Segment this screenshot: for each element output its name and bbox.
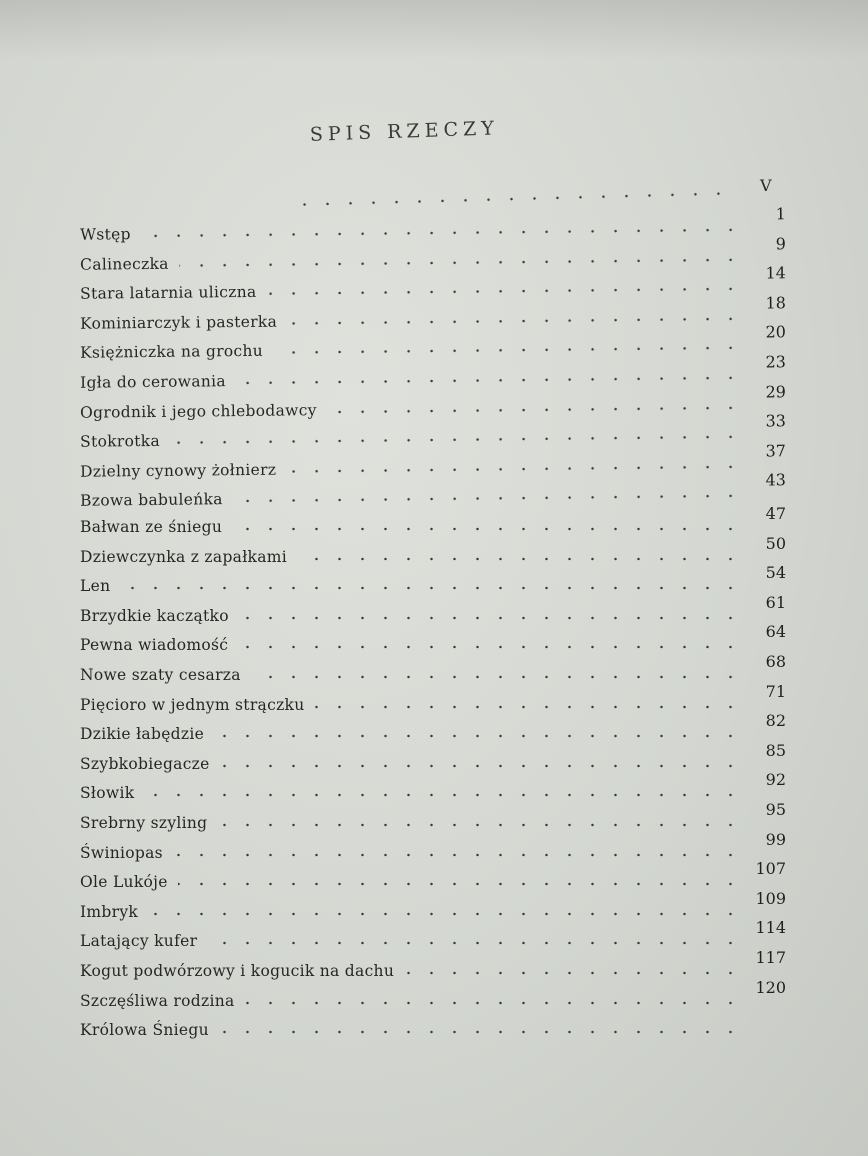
toc-row — [0, 977, 868, 1010]
toc-page-number: 1 — [775, 204, 787, 224]
toc-entry-title: Dzielny cynowy żołnierz — [80, 460, 277, 481]
toc-page-number: 50 — [765, 533, 786, 553]
toc-row — [0, 681, 868, 714]
toc-row — [0, 948, 868, 980]
toc-page-number: 23 — [765, 352, 787, 372]
toc-entry-title: Pewna wiadomość — [80, 636, 229, 655]
toc-dot-leader — [217, 822, 742, 828]
toc-entry-title: Igła do cerowania — [80, 372, 227, 392]
toc-entry-title: Stokrotka — [80, 432, 161, 451]
toc-entry-title: Nowe szaty cesarza — [80, 666, 241, 684]
toc-entry-title: Bałwan ze śniegu — [80, 518, 223, 536]
toc-row — [0, 592, 868, 625]
toc-dot-leader — [207, 940, 742, 946]
toc-dot-leader — [148, 911, 742, 917]
toc-entry-title: Wstęp — [80, 225, 131, 244]
toc-page-number: 20 — [765, 322, 787, 342]
toc-dot-leader — [220, 763, 742, 769]
toc-entry-title: Brzydkie kaczątko — [80, 606, 229, 625]
toc-dot-leader — [214, 733, 742, 739]
toc-row — [0, 918, 868, 951]
toc-dot-leader — [173, 852, 742, 858]
toc-entry-title: Świniopas — [80, 843, 163, 862]
toc-entry-title: Księżniczka na grochu — [80, 342, 264, 363]
toc-entry-title: Stara latarnia uliczna — [80, 283, 257, 303]
toc-entry-title: Srebrny szyling — [80, 814, 208, 832]
toc-row — [0, 829, 868, 862]
toc-dot-leader — [239, 615, 742, 621]
toc-row — [0, 859, 868, 892]
toc-dot-leader — [233, 493, 742, 504]
toc-entry-title: Latający kufer — [80, 932, 198, 951]
toc-dot-leader — [245, 1000, 742, 1006]
toc-dot-leader — [219, 1029, 742, 1035]
toc-page-number: 71 — [765, 681, 786, 701]
toc-dot-leader — [232, 526, 742, 532]
toc-page-number: 95 — [765, 800, 786, 819]
toc-page-number: 107 — [755, 859, 786, 879]
toc-row — [0, 770, 868, 803]
toc-dot-leader — [120, 585, 742, 591]
toc-page-number: 99 — [765, 829, 786, 849]
toc-page-number: 33 — [765, 411, 787, 431]
toc-row — [0, 711, 868, 744]
toc-heading: SPIS RZECZY — [309, 117, 500, 146]
toc-dot-leader — [144, 792, 742, 798]
toc-entry-title: Imbryk — [80, 902, 139, 921]
toc-row — [0, 740, 868, 773]
toc-page-number: 14 — [765, 263, 787, 283]
toc-page-number: 64 — [765, 622, 786, 642]
toc-entry-title: Bzowa babuleńka — [80, 490, 223, 511]
toc-dot-leader — [178, 881, 742, 887]
toc-row — [0, 1007, 868, 1040]
toc-page-number: 37 — [765, 441, 787, 461]
toc-entry-title: Dziewczynka z zapałkami — [80, 547, 288, 566]
toc-entry-title: Słowik — [80, 784, 135, 803]
toc-page-number: 54 — [765, 563, 786, 583]
toc-page-number: 68 — [765, 652, 786, 671]
toc-entry-title: Kogut podwórzowy i kogucik na dachu — [80, 962, 395, 980]
toc-dot-leader — [251, 674, 742, 680]
toc-page-number: 61 — [765, 592, 786, 612]
toc-row — [0, 563, 868, 596]
toc-entry-title: Pięcioro w jednym strączku — [80, 695, 305, 714]
toc-dot-leader — [315, 704, 742, 710]
toc-row — [0, 800, 868, 832]
toc-page-number: 85 — [765, 740, 786, 760]
toc-entry-title: Ole Lukóje — [80, 873, 168, 892]
toc-page-number: 29 — [765, 381, 787, 402]
toc-dot-leader — [404, 970, 742, 976]
toc-entry-title: Królowa Śniegu — [80, 1021, 209, 1040]
toc-page-number: 114 — [755, 918, 786, 938]
toc-page-number: 109 — [755, 888, 786, 908]
toc-entry-title: Dzikie łabędzie — [80, 725, 205, 744]
toc-dot-leader — [297, 556, 742, 562]
toc-page-number: 9 — [775, 233, 787, 254]
toc-row — [0, 888, 868, 921]
toc-page-number: 120 — [755, 977, 786, 997]
toc-page-number: 47 — [765, 504, 786, 523]
toc-entry-title: Szczęśliwa rodzina — [80, 991, 235, 1010]
toc-page-number: 18 — [765, 293, 787, 313]
toc-page-number: 82 — [765, 711, 786, 731]
toc-dot-leader — [238, 644, 742, 650]
toc-page-number: 43 — [765, 470, 787, 490]
toc-entry-title: Kominiarczyk i pasterka — [80, 312, 278, 333]
toc-row — [0, 504, 868, 536]
toc-row — [0, 622, 868, 655]
toc-page-number: 92 — [765, 770, 786, 790]
toc-entry-title: Ogrodnik i jego chlebodawcy — [80, 400, 317, 422]
toc-entry-title: Len — [80, 577, 111, 596]
intro-page-number: V — [760, 176, 772, 195]
toc-entry-title: Calineczka — [80, 254, 169, 274]
toc-row — [0, 652, 868, 684]
toc-page-number: 117 — [755, 948, 786, 967]
toc-row — [0, 533, 868, 566]
toc-entry-title: Szybkobiegacze — [80, 754, 210, 773]
